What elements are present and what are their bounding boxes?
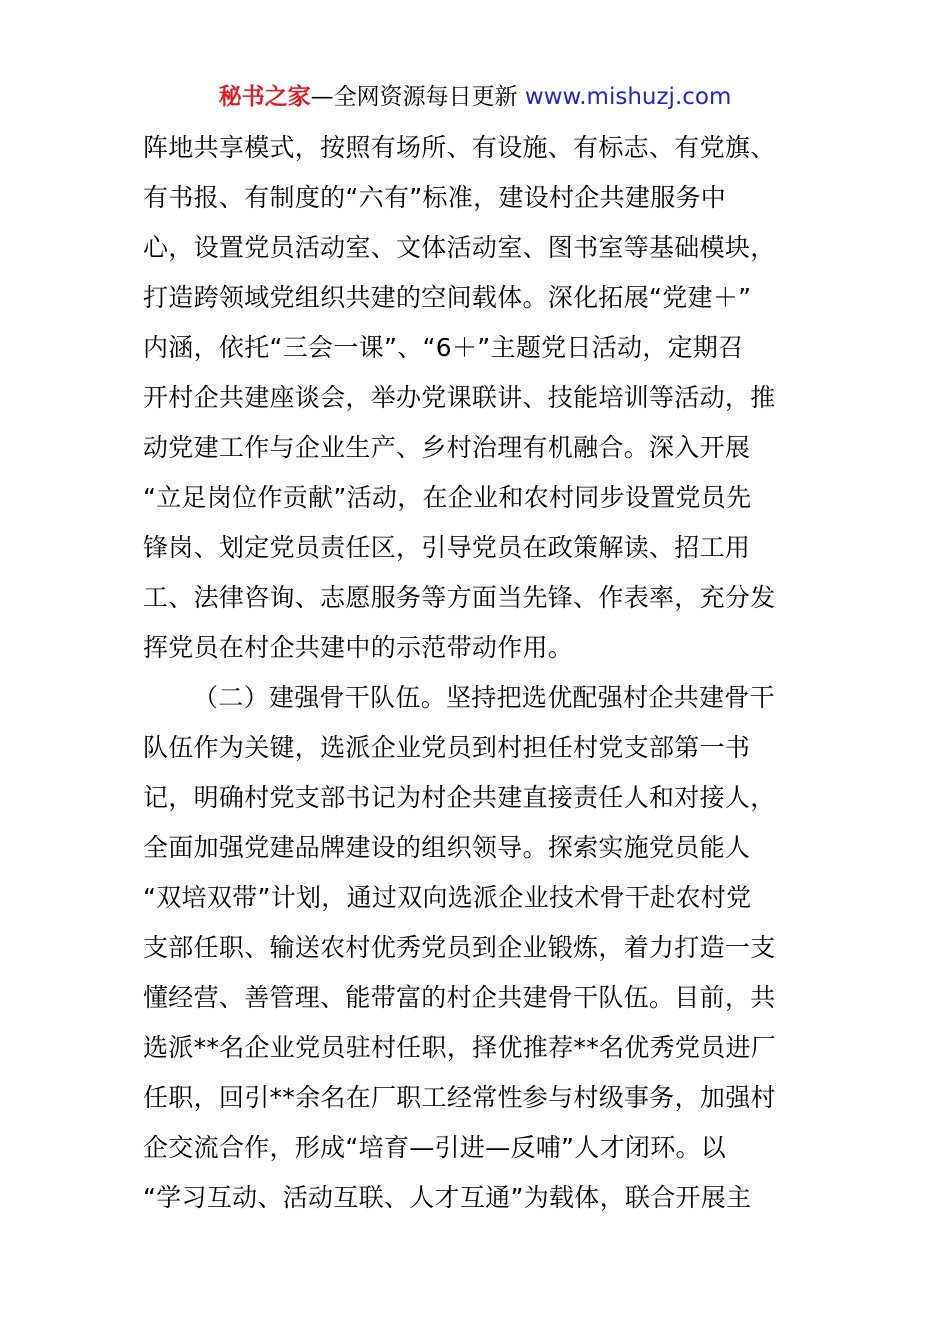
text-line: 选派**名企业党员驻村任职，择优推荐**名优秀党员进厂 (143, 1033, 777, 1062)
site-header (0, 80, 950, 114)
site-url[interactable]: www.mishuzj.com (524, 84, 732, 110)
text-line: 支部任职、输送农村优秀党员到企业锻炼，着力打造一支 (143, 933, 776, 962)
text-line: 挥党员在村企共建中的示范带动作用。 (143, 633, 574, 662)
text-line: 打造跨领域党组织共建的空间载体。深化拓展“党建＋” (143, 283, 752, 312)
text-line: “立足岗位作贡献”活动，在企业和农村同步设置党员先 (143, 483, 752, 512)
text-line: 开村企共建座谈会，举办党课联讲、技能培训等活动，推 (143, 383, 776, 412)
text-line: 阵地共享模式，按照有场所、有设施、有标志、有党旗、 (143, 133, 776, 162)
text-line: 任职，回引**余名在厂职工经常性参与村级事务，加强村 (143, 1083, 776, 1112)
text-line: “双培双带”计划，通过双向选派企业技术骨干赴农村党 (143, 883, 752, 912)
text-line: 动党建工作与企业生产、乡村治理有机融合。深入开展 (143, 433, 751, 462)
text-line: 内涵，依托“三会一课”、“6＋”主题党日活动，定期召 (143, 333, 744, 362)
text-line: 记，明确村党支部书记为村企共建直接责任人和对接人， (143, 783, 776, 812)
text-line: “学习互动、活动互联、人才互通”为载体，联合开展主 (143, 1183, 752, 1212)
text-line: 懂经营、善管理、能带富的村企共建骨干队伍。目前，共 (143, 983, 776, 1012)
text-line: 有书报、有制度的“六有”标准，建设村企共建服务中 (143, 183, 727, 212)
text-line: 全面加强党建品牌建设的组织领导。探索实施党员能人 (143, 833, 751, 862)
text-line: 锋岗、划定党员责任区，引导党员在政策解读、招工用 (143, 533, 751, 562)
text-line: 心，设置党员活动室、文体活动室、图书室等基础模块， (143, 233, 776, 262)
document-body (143, 123, 813, 1223)
section-heading-line: （二）建强骨干队伍。坚持把选优配强村企共建骨干 (193, 683, 775, 712)
text-line: 队伍作为关键，选派企业党员到村担任村党支部第一书 (143, 733, 751, 762)
text-line: 工、法律咨询、志愿服务等方面当先锋、作表率，充分发 (143, 583, 776, 612)
site-brand: 秘书之家 (218, 84, 311, 110)
site-tagline: —全网资源每日更新 (310, 84, 525, 110)
text-line: 企交流合作，形成“培育—引进—反哺”人才闭环。以 (143, 1133, 727, 1162)
